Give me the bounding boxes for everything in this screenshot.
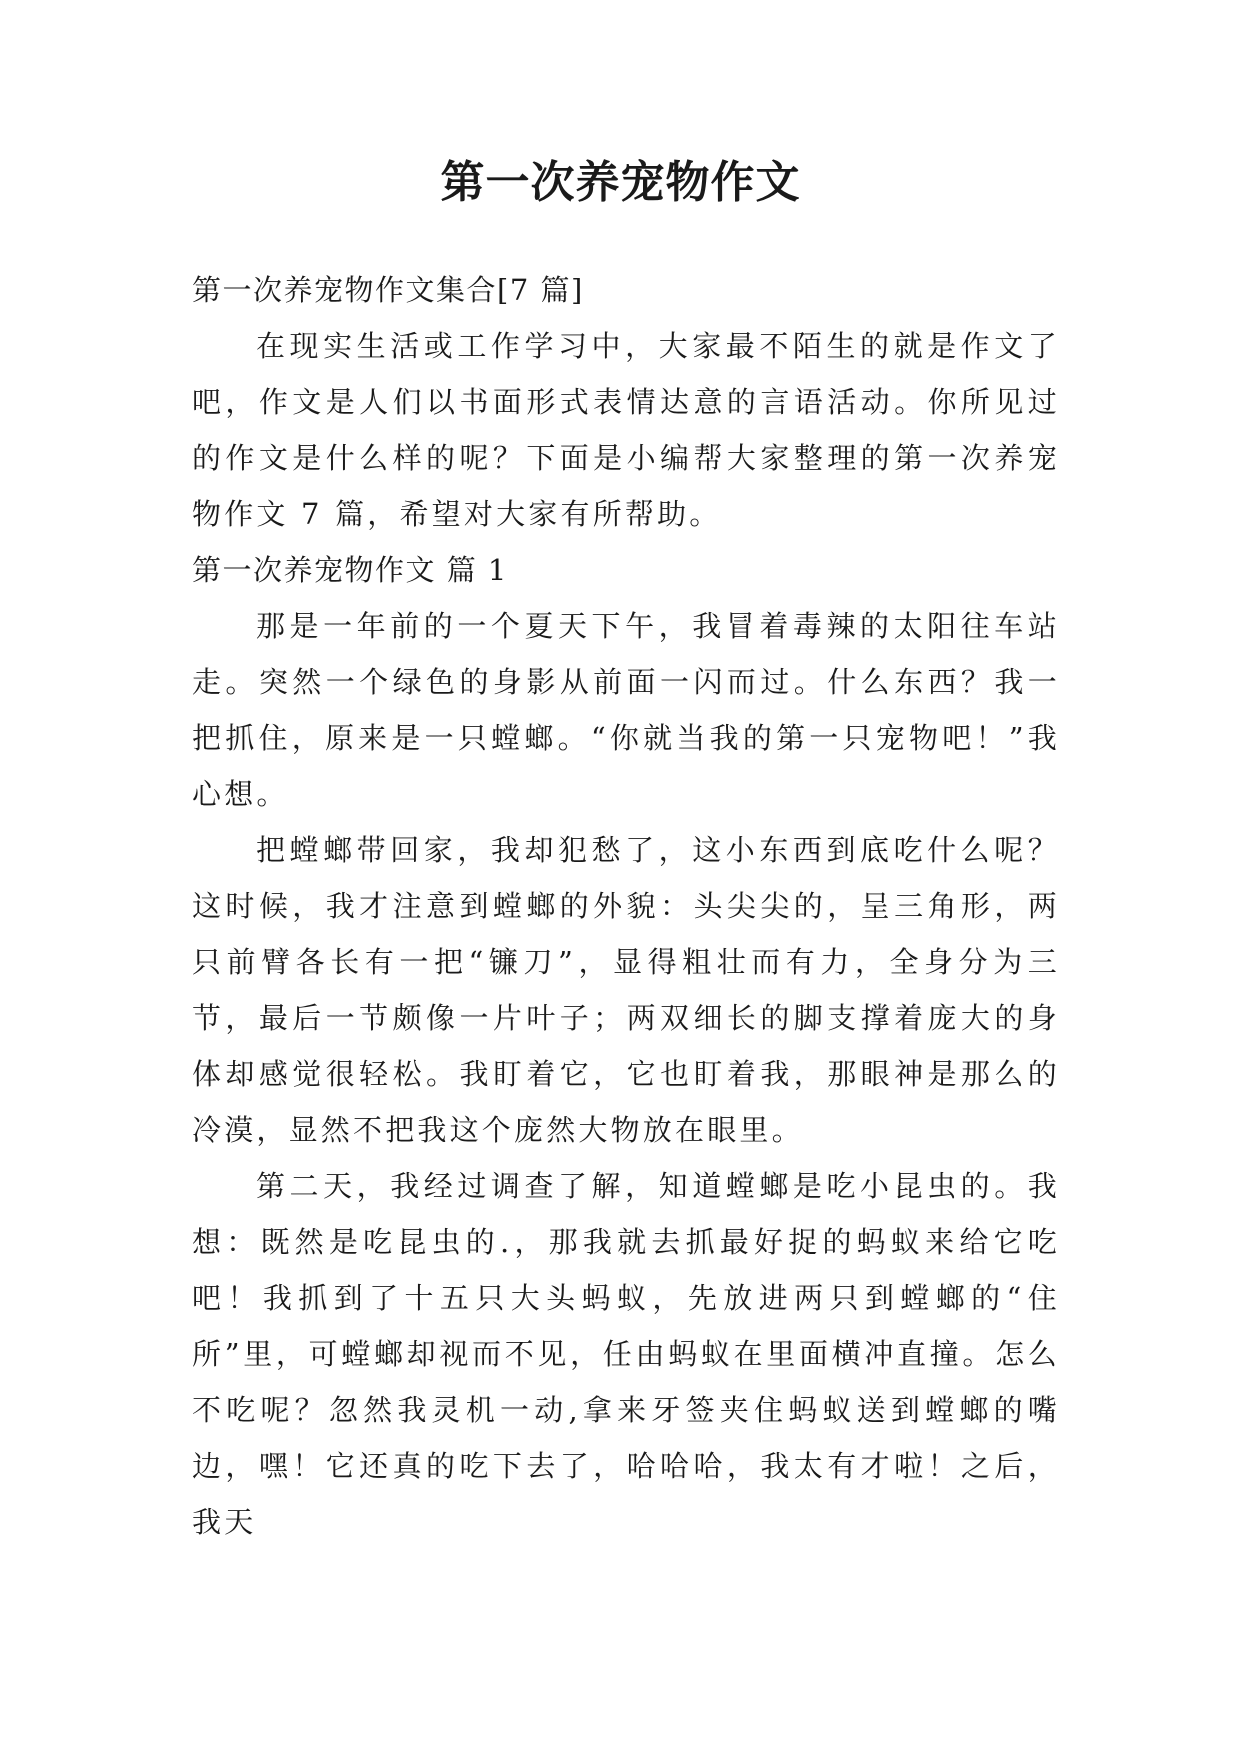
collection-subtitle: 第一次养宠物作文集合[7 篇] [192,273,584,307]
body-paragraph-3: 第二天，我经过调查了解，知道螳螂是吃小昆虫的。我想：既然是吃昆虫的.，那我就去抓最好捉的蚂蚁来给它吃吧！我抓到了十五只大头蚂蚁，先放进两只到螳螂的“住所”里，可螳螂却视而不见，任由蚂蚁在里面横冲直撞。怎么不吃呢？忽然我灵机一动,拿来牙签夹住蚂蚁送到螳螂的嘴边，嘿！它还真的吃下去了，哈哈哈，我太有才啦！之后，我天 [192,1169,1060,1539]
section-heading: 第一次养宠物作文 篇 1 [192,553,508,587]
body-paragraph-2: 把螳螂带回家，我却犯愁了，这小东西到底吃什么呢？这时候，我才注意到螳螂的外貌：头尖尖的，呈三角形，两只前臂各长有一把“镰刀”，显得粗壮而有力，全身分为三节，最后一节颇像一片叶子；两双细长的脚支撑着庞大的身体却感觉很轻松。我盯着它，它也盯着我，那眼神是那么的冷漠，显然不把我这个庞然大物放在眼里。 [192,833,1060,1147]
document-body [192,262,1060,1550]
intro-paragraph: 在现实生活或工作学习中，大家最不陌生的就是作文了吧，作文是人们以书面形式表情达意的言语活动。你所见过的作文是什么样的呢？下面是小编帮大家整理的第一次养宠物作文 7 篇，希望对大家有所帮助。 [192,329,1060,531]
body-paragraph-1: 那是一年前的一个夏天下午，我冒着毒辣的太阳往车站走。突然一个绿色的身影从前面一闪而过。什么东西？我一把抓住，原来是一只螳螂。“你就当我的第一只宠物吧！”我心想。 [192,609,1060,811]
document-title: 第一次养宠物作文 [440,157,801,208]
